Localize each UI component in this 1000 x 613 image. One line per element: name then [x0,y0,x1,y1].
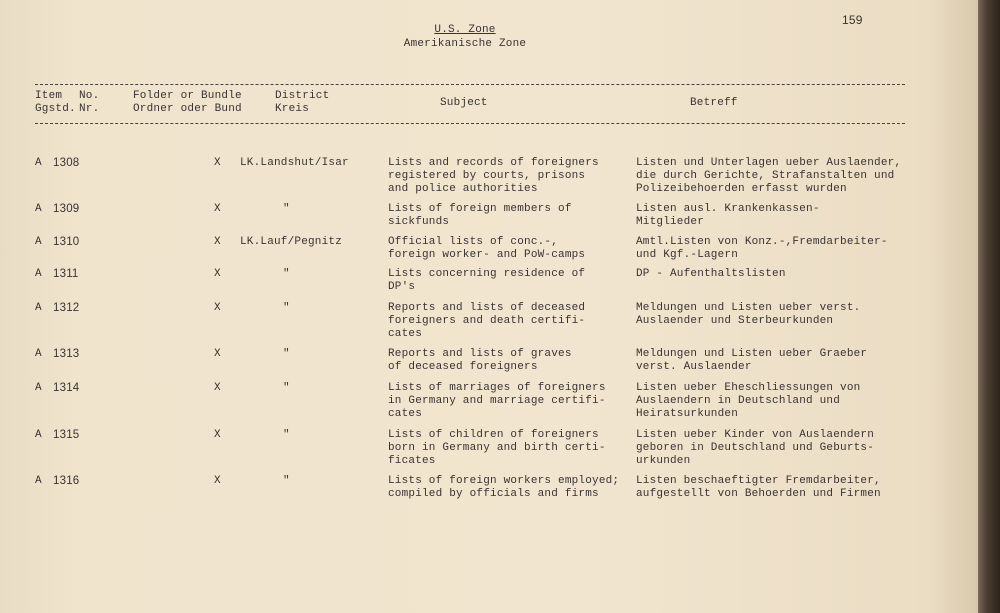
cell-item: A [35,475,42,487]
cell-folder: X [214,382,221,394]
cell-betreff: Listen und Unterlagen ueber Auslaender, die durch Gerichte, Strafanstalten und Polizeibehoerden erfasst wurden [636,157,902,195]
col-header-district: District Kreis [275,90,330,115]
cell-item: A [35,348,42,360]
col-header-no: No. Nr. [79,90,100,115]
cell-subject: Lists of children of foreigners born in Germany and birth certi- ficates [388,429,606,467]
cell-no: 1314 [53,382,80,394]
cell-district: " [283,268,290,280]
cell-item: A [35,429,42,441]
cell-district: " [283,429,290,441]
col-header-betreff: Betreff [690,97,738,109]
cell-item: A [35,302,42,314]
cell-folder: X [214,348,221,360]
header-rule-bottom [35,123,905,124]
cell-betreff: Listen beschaeftigter Fremdarbeiter, aufgestellt von Behoerden und Firmen [636,475,881,500]
cell-no: 1311 [53,268,79,280]
cell-no: 1316 [53,475,80,487]
cell-folder: X [214,302,221,314]
cell-item: A [35,157,42,169]
cell-subject: Official lists of conc.-, foreign worker- and PoW-camps [388,236,586,261]
cell-no: 1308 [53,157,80,169]
cell-item: A [35,268,42,280]
cell-folder: X [214,429,221,441]
cell-subject: Lists concerning residence of DP's [388,268,586,293]
cell-subject: Lists of foreign workers employed; compiled by officials and firms [388,475,620,500]
cell-district: LK.Lauf/Pegnitz [240,236,343,248]
cell-folder: X [214,475,221,487]
zone-title-en: U.S. Zone [434,24,496,36]
cell-folder: X [214,268,221,280]
cell-no: 1309 [53,203,80,215]
cell-no: 1312 [53,302,80,314]
zone-title-de: Amerikanische Zone [403,38,527,50]
cell-betreff: Listen ausl. Krankenkassen- Mitglieder [636,203,820,228]
cell-district: " [283,382,290,394]
cell-subject: Lists of marriages of foreigners in Germany and marriage certifi- cates [388,382,606,420]
header-rule-top [35,84,905,85]
cell-district: " [283,348,290,360]
cell-item: A [35,382,42,394]
cell-district: LK.Landshut/Isar [240,157,349,169]
col-header-folder: Folder or Bundle Ordner oder Bund [133,90,242,115]
col-header-subject: Subject [440,97,488,109]
cell-subject: Reports and lists of graves of deceased foreigners [388,348,572,373]
cell-no: 1313 [53,348,80,360]
cell-betreff: Amtl.Listen von Konz.-,Fremdarbeiter- und Kgf.-Lagern [636,236,888,261]
cell-subject: Reports and lists of deceased foreigners and death certifi- cates [388,302,586,340]
cell-betreff: Meldungen und Listen ueber Graeber verst. Auslaender [636,348,868,373]
cell-subject: Lists and records of foreigners registered by courts, prisons and police authorities [388,157,599,195]
cell-betreff: DP - Aufenthaltslisten [636,268,786,280]
cell-item: A [35,203,42,215]
cell-folder: X [214,157,221,169]
cell-betreff: Listen ueber Kinder von Auslaendern geboren in Deutschland und Geburts- urkunden [636,429,875,467]
col-header-item: Item Ggstd. [35,90,76,115]
cell-no: 1310 [53,236,80,248]
cell-district: " [283,203,290,215]
book-edge [978,0,1000,613]
cell-folder: X [214,203,221,215]
cell-betreff: Meldungen und Listen ueber verst. Auslaender und Sterbeurkunden [636,302,861,327]
cell-betreff: Listen ueber Eheschliessungen von Auslaendern in Deutschland und Heiratsurkunden [636,382,861,420]
cell-folder: X [214,236,221,248]
page-number: 159 [842,13,863,27]
cell-district: " [283,302,290,314]
cell-district: " [283,475,290,487]
cell-no: 1315 [53,429,80,441]
cell-item: A [35,236,42,248]
cell-subject: Lists of foreign members of sickfunds [388,203,572,228]
